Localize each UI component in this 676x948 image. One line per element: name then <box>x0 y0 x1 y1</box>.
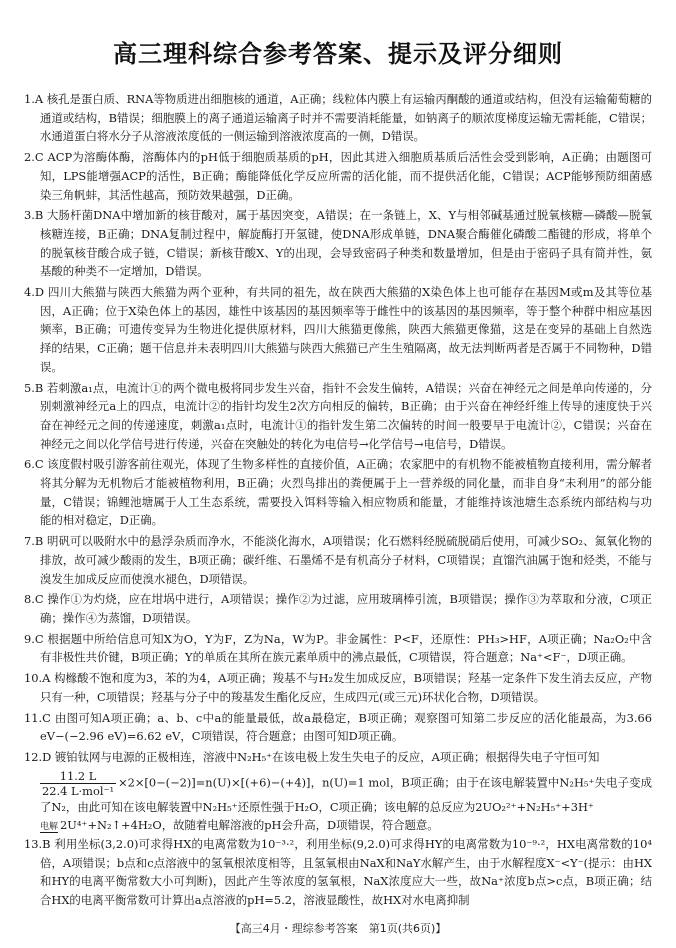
answer-text: ACP为溶酶体酶，溶酶体内的pH低于细胞质基质的pH，因此其进入细胞质基质后活性会受到影响，A正确；由题图可知，LPS能增强ACP的活性，B正确；酶能降低化学反应所需的活化能，而不提供活化能，C错误；ACP能够预防细菌感染三角帆蚌，其活性越高，预防效果越强，D正确。 <box>40 150 652 202</box>
electrolysis-arrow: 电解 <box>40 822 59 833</box>
answer-item <box>24 532 652 588</box>
fraction <box>40 769 116 798</box>
page-footer: 【高三4月・理综参考答案 第1页(共6页)】 <box>229 922 447 935</box>
formula-line-2 <box>40 816 652 835</box>
answer-item <box>24 669 652 706</box>
answer-list <box>24 90 652 767</box>
answer-content <box>24 90 652 912</box>
answer-text: 核孔是蛋白质、RNA等物质进出细胞核的通道，A正确；线粒体内膜上有运输丙酮酸的通道或结构，但没有运输葡萄糖的通道或结构，B错误；细胞膜上的离子通道运输离子时并不需要消耗能量，如钠离子的顺浓度梯度运输无需耗能，C错误；水通道蛋白将水分子从溶液浓度低的一侧运输到溶液浓度高的一侧，D错误。 <box>40 92 652 144</box>
answer-number: 12.D <box>24 749 52 764</box>
answer-number: 11.C <box>24 710 51 725</box>
answer-item <box>24 709 652 746</box>
answer-text: 操作①为灼烧，应在坩埚中进行，A项错误；操作②为过滤，应用玻璃棒引流，B项错误；操作③为萃取和分液，C项正确；操作④为蒸馏，D项错误。 <box>40 592 652 625</box>
answer-number: 6.C <box>24 457 44 472</box>
answer-number: 7.B <box>24 534 44 549</box>
formula-line <box>40 769 652 817</box>
answer-text: 若刺激a₁点，电流计①的两个微电极将同步发生兴奋，指针不会发生偏转，A错误；兴奋在神经元之间是单向传递的，分别刺激神经元a上的四点，电流计②的指针均发生2次方向相反的偏转，B正确；由于兴奋在神经纤维上传导的速度快于兴奋在神经元之间的传递速度，刺激a₁点时，电流计①的指针发生第二次偏转的时间一般要早于电流计②，C错误；兴奋在神经元之间以化学信号进行传递，兴奋在突触处的转化为电信号→化学信号→电信号，D错误。 <box>40 380 652 451</box>
fraction-numerator: 11.2 L <box>40 769 116 784</box>
answer-item <box>24 630 652 667</box>
answer-number: 8.C <box>24 592 44 607</box>
answer-text: 构橼酸不饱和度为3，苯的为4，A项正确；羧基不与H₂发生加成反应，B项错误；羟基一定条件下发生消去反应，产物只有一种，C项错误；羟基与分子中的羧基发生酯化反应，生成四元(或三元)环状化合物，D项错误。 <box>40 671 653 704</box>
answer-number: 4.D <box>24 285 45 300</box>
answer-item <box>24 148 652 204</box>
answer-number: 9.C <box>24 631 44 646</box>
answer-number: 13.B <box>24 837 51 852</box>
formula-text-2: 2U⁴⁺+N₂↑+4H₂O，故随着电解溶液的pH会升高，D项错误，符合题意。 <box>60 818 439 833</box>
fraction-denominator: 22.4 L·mol⁻¹ <box>42 783 115 798</box>
answer-number: 5.B <box>24 380 44 395</box>
answer-text: 根据题中所给信息可知X为O，Y为F，Z为Na，W为P。非金属性：P<F，还原性：PH₃>HF，A项正确；Na₂O₂中含有非极性共价键，B项正确；Y的单质在其所在族元素单质中的沸点最低，C项错误，符合题意；Na⁺<F⁻，D项正确。 <box>40 631 653 665</box>
answer-text: 镀铂钛网与电源的正极相连，溶液中N₂H₅⁺在该电极上发生失电子的反应，A项正确；根据得失电子守恒可知 <box>54 749 600 764</box>
answer-number: 10.A <box>24 671 51 686</box>
answer-text: 该度假村吸引游客前往观光，体现了生物多样性的直接价值，A正确；农家肥中的有机物不能被植物直接利用，需分解者将其分解为无机物后才能被植物利用，B正确；火烈鸟排出的粪便属于上一营养级的同化量，而非自身“未利用”的部分能量，C错误；锦鲤池塘属于人工生态系统，需要投入饵料等输入相应物质和能量，才能维持该池塘生态系统内部结构与功能的相对稳定，D正确。 <box>40 457 652 528</box>
page-title: 高三理科综合参考答案、提示及评分细则 <box>113 40 563 68</box>
answer-text: 四川大熊猫与陕西大熊猫为两个亚种，有共同的祖先，故在陕西大熊猫的X染色体上也可能存在基因M或m及其等位基因，A正确；位于X染色体上的基因，雄性中该基因的基因频率等于雌性中的该基因的基因频率，等于整个种群中相应基因频率，B正确；可遗传变异为生物进化提供原材料，四川大熊猫更像熊，陕西大熊猫更像猫，这是在变异的基础上自然选择的结果，C正确；题干信息并未表明四川大熊猫与陕西大熊猫已产生生殖隔离，故无法判断两者是否属于不同物种，D错误。 <box>40 285 652 374</box>
answer-item <box>24 283 652 377</box>
answer-item <box>24 455 652 530</box>
answer-text: 明矾可以吸附水中的悬浮杂质而净水，不能淡化海水，A项错误；化石燃料经脱硫脱硝后使用，可减少SO₂、氮氧化物的排放，故可减少酸雨的发生，B项正确；碳纤维、石墨烯不是有机高分子材料，C项错误；直馏汽油属于饱和烃类，不能与溴发生加成反应而使溴水褪色，D项错误。 <box>40 534 652 586</box>
answer-text: 大肠杆菌DNA中增加新的核苷酸对，属于基因突变，A错误；在一条链上，X、Y与相邻碱基通过脱氧核糖—磷酸—脱氧核糖连接，B正确；DNA复制过程中，解旋酶打开氢键，使DNA形成单链，DNA聚合酶催化磷酸二酯键的形成，将单个的脱氧核苷酸合成子链，C错误；新核苷酸X、Y的出现，会导致密码子种类和数量增加，但是由于密码子具有简并性，氨基酸的种类不一定增加，D错误。 <box>40 208 652 279</box>
answer-number: 2.C <box>24 150 44 165</box>
answer-item <box>24 590 652 627</box>
answer-text: 利用坐标(3,2.0)可求得HX的电离常数为10⁻³·²，利用坐标(9,2.0)可求得HY的电离常数为10⁻⁹·²，HX电离常数的10⁴倍，A项错误；b点和c点溶液中的氢氧根浓度相等，且氢氧根由NaX和NaY水解产生，由于水解程度X⁻<Y⁻(提示：由HX和HY的电离平衡常数大小可判断)，因此产生等浓度的氢氧根，NaX浓度应大一些，故Na⁺浓度b点>c点，B项正确；结合HX的电离平衡常数可计算出a点溶液的pH=5.2，溶液显酸性，故HX对水电离抑制 <box>40 837 652 908</box>
answer-item <box>24 379 652 454</box>
answer-item <box>24 835 652 910</box>
answer-number: 3.B <box>24 208 44 223</box>
answer-item <box>24 206 652 281</box>
answer-item <box>24 748 652 767</box>
answer-text: 由图可知A项正确；a、b、c中a的能量最低，故a最稳定，B项正确；观察图可知第二步反应的活化能最高，为3.66 eV−(−2.96 eV)=6.62 eV，C项错误，符合题意；由图可知D项正确。 <box>40 710 652 744</box>
answer-item <box>24 90 652 146</box>
formula-text: ×2×[0−(−2)]=n(U)×[(+6)−(+4)]，n(U)=1 mol，B项正确；由于在该电解装置中N₂H₅⁺失电子变成了N₂，由此可知在该电解装置中N₂H₅⁺还原性强于H₂O，C项正确；该电解的总反应为2UO₂²⁺+N₂H₅⁺+3H⁺ <box>40 775 652 814</box>
answer-number: 1.A <box>24 92 44 106</box>
